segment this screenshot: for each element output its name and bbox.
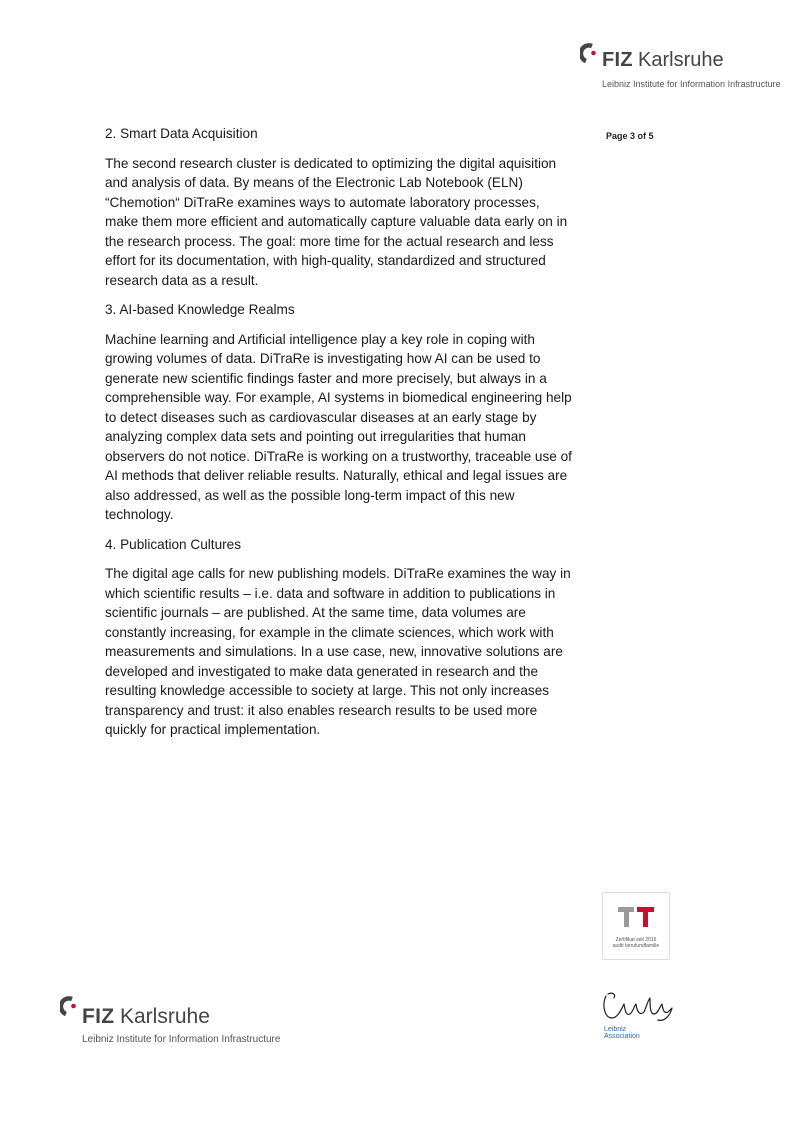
fiz-logo-mark-icon <box>580 42 600 68</box>
section-ai-knowledge-realms <box>105 300 575 525</box>
audit-certificate-badge <box>602 892 670 960</box>
fiz-karlsruhe-logo <box>580 40 795 95</box>
leibniz-signature-icon <box>598 990 678 1026</box>
section-paragraph: Machine learning and Artificial intelligence play a key role in coping with growing volumes of data. DiTraRe is investigating how AI can be used to generate new scientific findings faster and more precisely, but always in a comprehensible way. For example, AI systems in biomedical engineering help to detect diseases such as cardiovascular diseases at an early stage by analyzing complex data sets and pointing out irregularities that human observers do not notice. DiTraRe is working on a trustworthy, traceable use of AI methods that deliver reliable results. Naturally, ethical and legal issues are also addressed, as well as the possible long-term impact of this new technology. <box>105 331 572 522</box>
page-number: Page 3 of 5 <box>606 131 654 141</box>
section-paragraph: The second research cluster is dedicated to optimizing the digital aquisition and analysis of data. By means of the Electronic Lab Notebook (ELN) “Chemotion“ DiTraRe examines ways to automate laboratory processes, make them more efficient and automatically capture valuable data early on in the research process. The goal: more time for the actual research and less effort for its documentation, with high-quality, standardized and structured research data as a result. <box>105 155 568 288</box>
fiz-logo-mark-icon <box>60 995 80 1021</box>
section-heading: 4. Publication Cultures <box>105 536 242 552</box>
section-heading: 2. Smart Data Acquisition <box>105 126 258 141</box>
logo-brand-bold: FIZ <box>602 49 633 71</box>
document-body <box>105 124 575 750</box>
leibniz-line1: Leibniz <box>604 1026 627 1033</box>
logo-brand-regular: Karlsruhe <box>120 1005 210 1028</box>
logo-subtitle: Leibniz Institute for Information Infrastructure <box>602 79 781 89</box>
certificate-line2: audit berufundfamilie <box>612 943 660 949</box>
section-paragraph: The digital age calls for new publishing models. DiTraRe examines the way in which scientific results – i.e. data and software in addition to publications in scientific journals – are published. At the same time, data volumes are constantly increasing, for example in the climate sciences, which work with measurements and simulations. In a use case, new, innovative solutions are developed and investigated to make data generated in research and the resulting knowledge accessible to society at large. This not only increases transparency and trust: it also enables research results to be used more quickly for practical implementation. <box>105 566 571 737</box>
section-publication-cultures <box>105 535 575 740</box>
logo-brand-regular: Karlsruhe <box>638 49 724 71</box>
section-smart-data-acquisition <box>105 124 575 290</box>
logo-subtitle: Leibniz Institute for Information Infrastructure <box>82 1034 281 1045</box>
logo-brand-bold: FIZ <box>82 1005 115 1028</box>
leibniz-line2: Association <box>604 1033 640 1040</box>
section-heading: 3. AI-based Knowledge Realms <box>105 302 295 317</box>
footer-fiz-karlsruhe-logo <box>60 993 290 1048</box>
leibniz-association-logo <box>598 990 678 1046</box>
certificate-line1: Zertifikat seit 2016 <box>615 937 657 943</box>
certificate-mark-icon <box>616 905 656 929</box>
